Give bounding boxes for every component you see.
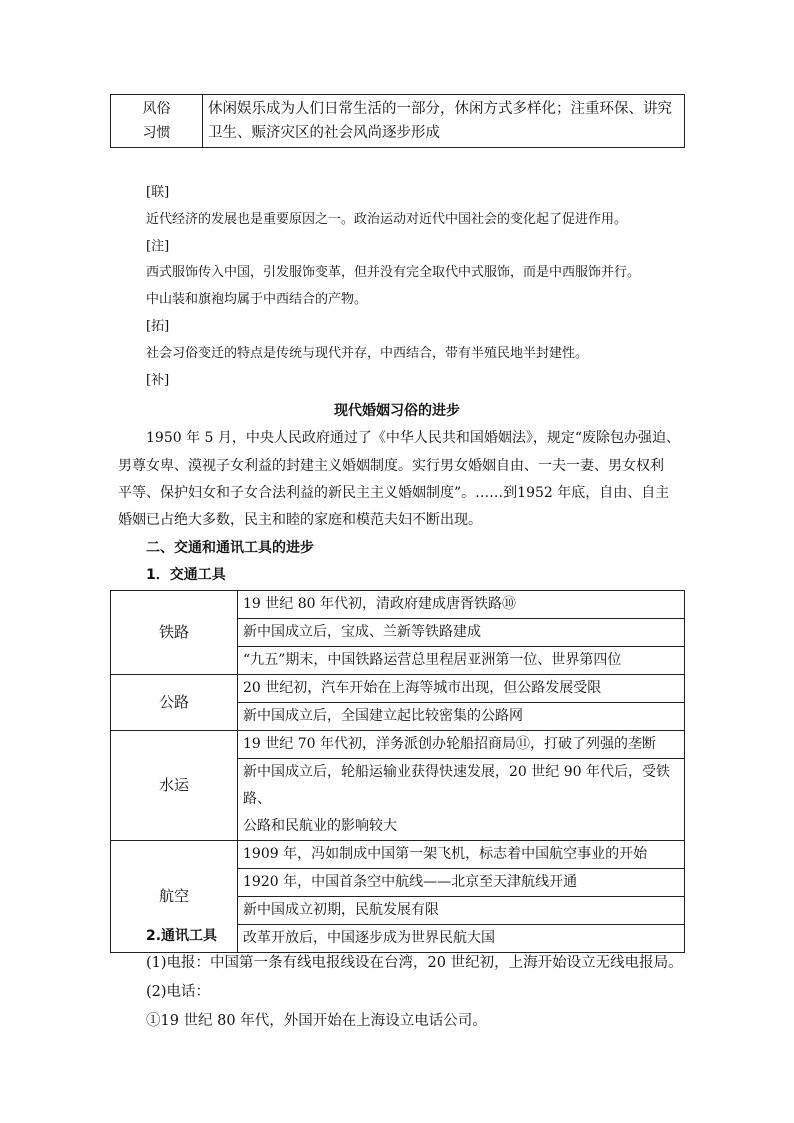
supplement-line-3: 平等、保护妇女和子女合法利益的新民主主义婚姻制度”。……到1952 年底，自由、自主 (118, 485, 670, 501)
note-tag-lian: [联] (146, 185, 170, 200)
note-text-zhu-1: 西式服饰传入中国，引发服饰变革，但并没有完全取代中式服饰，而是中西服饰并行。 (146, 265, 641, 280)
note-text-lian: 近代经济的发展也是重要原因之一。政治运动对近代中国社会的变化起了促进作用。 (146, 212, 628, 227)
phone-item-1: ①19 世纪 80 年代，外国开始在上海设立电话公司。 (146, 1013, 487, 1029)
railway-row-2: 新中国成立后，宝成、兰新等铁路建成 (238, 619, 685, 647)
aviation-row-3: 新中国成立初期，民航发展有限 (238, 897, 685, 925)
table-row (111, 731, 685, 759)
phone-label: (2)电话： (146, 984, 211, 1000)
table-row (111, 95, 685, 148)
table-row (111, 675, 685, 703)
railway-row-3: “九五”期末，中国铁路运营总里程居亚洲第一位、世界第四位 (238, 647, 685, 675)
transport-table (110, 590, 685, 953)
highway-row-2: 新中国成立后，全国建立起比较密集的公路网 (238, 703, 685, 731)
supplement-line-2: 男尊女卑、漠视子女利益的封建主义婚姻制度。实行男女婚姻自由、一夫一妻、男女权利 (118, 458, 664, 474)
note-tag-bu: [补] (146, 373, 170, 388)
water-row-1: 19 世纪 70 年代初，洋务派创办轮船招商局⑪，打破了列强的垄断 (238, 731, 685, 759)
category-highway: 公路 (111, 675, 238, 731)
communication-subheading: 2.通讯工具 (146, 928, 218, 944)
water-row-2: 新中国成立后，轮船运输业获得快速发展，20 世纪 90 年代后，受铁路、 公路和民航业的影响较大 (238, 759, 685, 841)
table-row (111, 591, 685, 619)
note-tag-zhu: [注] (146, 239, 170, 254)
aviation-row-1: 1909 年，冯如制成中国第一架飞机，标志着中国航空事业的开始 (238, 841, 685, 869)
railway-row-1: 19 世纪 80 年代初，清政府建成唐胥铁路⑩ (238, 591, 685, 619)
supplement-line-1: 1950 年 5 月，中央人民政府通过了《中华人民共和国婚姻法》，规定“废除包办强迫、 (146, 430, 681, 446)
aviation-row-4: 改革开放后，中国逐步成为世界民航大国 (238, 925, 685, 953)
supplement-title: 现代婚姻习俗的进步 (334, 403, 460, 419)
customs-table (110, 94, 685, 148)
supplement-line-4: 婚姻已占绝大多数，民主和睦的家庭和模范夫妇不断出现。 (118, 512, 482, 528)
note-text-zhu-2: 中山装和旗袍均属于中西结合的产物。 (146, 292, 368, 307)
note-tag-tuo: [拓] (146, 319, 170, 334)
note-text-tuo: 社会习俗变迁的特点是传统与现代并存，中西结合，带有半殖民地半封建性。 (146, 346, 589, 361)
highway-row-1: 20 世纪初，汽车开始在上海等城市出现，但公路发展受限 (238, 675, 685, 703)
aviation-row-2: 1920 年，中国首条空中航线——北京至天津航线开通 (238, 869, 685, 897)
section-heading: 二、交通和通讯工具的进步 (146, 540, 314, 556)
customs-content: 休闲娱乐成为人们日常生活的一部分，休闲方式多样化；注重环保、讲究卫生、赈济灾区的社会风尚逐步形成 (203, 95, 685, 148)
category-railway: 铁路 (111, 591, 238, 675)
transport-subheading: 1．交通工具 (146, 567, 226, 583)
category-water: 水运 (111, 731, 238, 841)
telegraph-text: (1)电报：中国第一条有线电报线设在台湾，20 世纪初，上海开始设立无线电报局。 (146, 955, 683, 971)
category-aviation: 航空 (111, 841, 238, 953)
table-row (111, 841, 685, 869)
customs-label: 风俗 习惯 (111, 95, 203, 148)
